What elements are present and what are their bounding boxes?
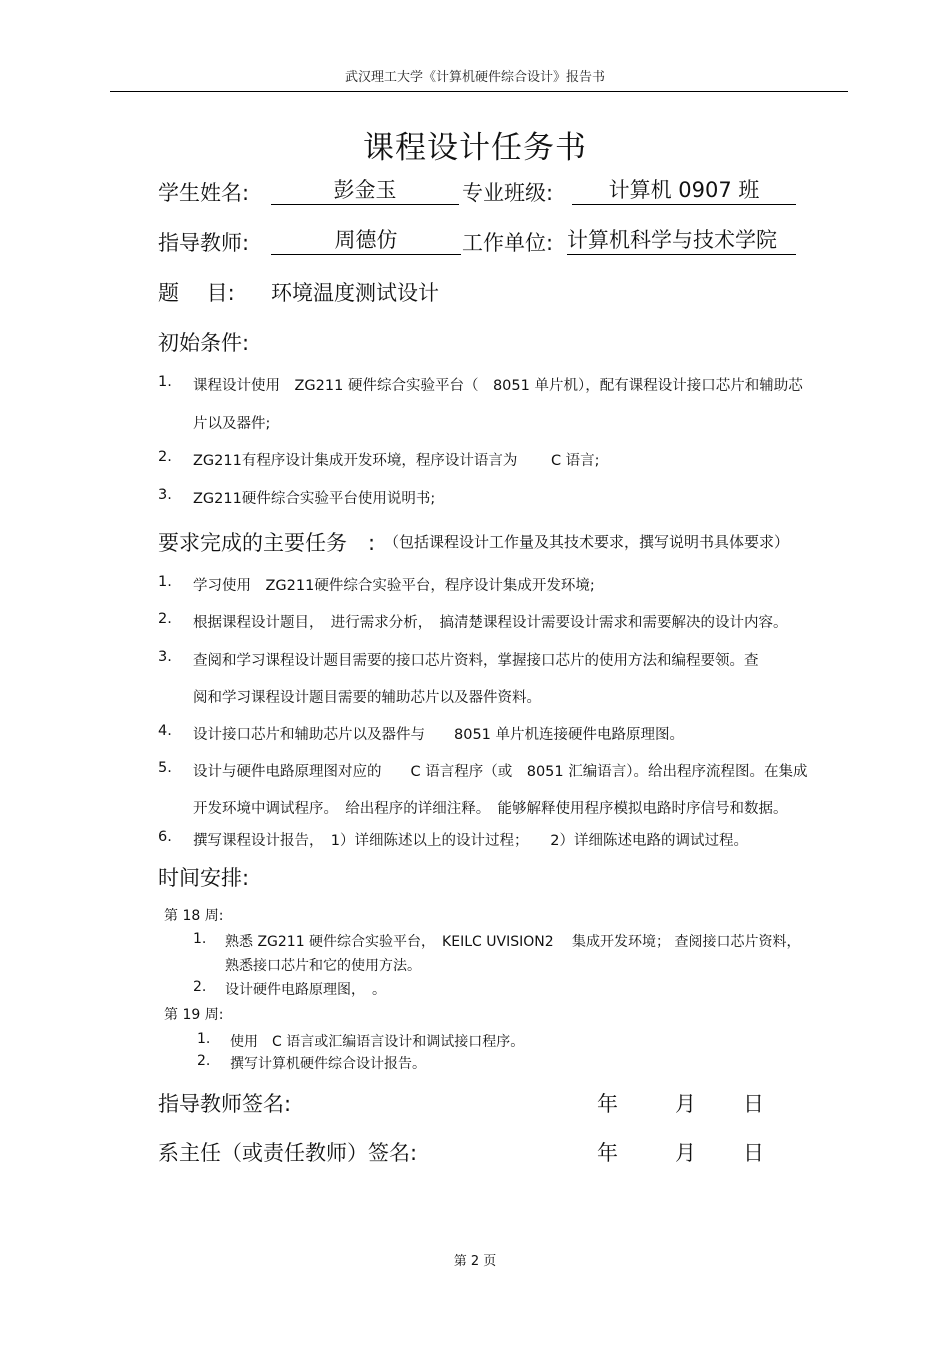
- head-signature-year: 年: [597, 1141, 618, 1165]
- task-text: 学习使用 ZG211硬件综合实验平台，程序设计集成开发环境;: [193, 578, 595, 594]
- week-18-label: 第 18 周:: [164, 908, 224, 924]
- condition-text: ZG211有程序设计集成开发环境，程序设计语言为 C 语言;: [193, 453, 600, 469]
- condition-number: 3.: [158, 487, 172, 503]
- tasks-note: （包括课程设计工作量及其技术要求，撰写说明书具体要求）: [384, 533, 790, 551]
- task-text-cont: 阅和学习课程设计题目需要的辅助芯片以及器件资料。: [193, 690, 541, 706]
- task-text: 查阅和学习课程设计题目需要的接口芯片资料，掌握接口芯片的使用方法和编程要领。查: [193, 653, 759, 669]
- schedule-heading: 时间安排:: [158, 866, 250, 890]
- header-rule: [110, 91, 848, 92]
- condition-text: ZG211硬件综合实验平台使用说明书;: [193, 491, 436, 507]
- condition-number: 1.: [158, 374, 172, 390]
- task-text: 设计与硬件电路原理图对应的 C 语言程序（或 8051 汇编语言）。给出程序流程图。在集成: [193, 764, 808, 780]
- schedule-text-cont: 熟悉接口芯片和它的使用方法。: [225, 958, 421, 974]
- page-title: 课程设计任务书: [363, 130, 587, 166]
- class-label: 专业班级:: [462, 181, 554, 205]
- topic-value: 环境温度测试设计: [271, 281, 439, 305]
- teacher-label: 指导教师:: [158, 231, 250, 255]
- task-text: 根据课程设计题目， 进行需求分析， 搞清楚课程设计需要设计需求和需要解决的设计内容。: [193, 615, 788, 631]
- page-number: 第 2 页: [453, 1254, 497, 1269]
- task-text: 撰写课程设计报告， 1）详细陈述以上的设计过程； 2）详细陈述电路的调试过程。: [193, 833, 748, 849]
- teacher-signature-year: 年: [597, 1092, 618, 1116]
- schedule-number: 2.: [197, 1053, 211, 1069]
- schedule-text: 使用 C 语言或汇编语言设计和调试接口程序。: [230, 1034, 525, 1050]
- week-19-label: 第 19 周:: [164, 1007, 224, 1023]
- task-number: 1.: [158, 574, 172, 590]
- topic-label: 题 目:: [158, 281, 235, 305]
- task-text-cont: 开发环境中调试程序。 给出程序的详细注释。 能够解释使用程序模拟电路时序信号和数据。: [193, 801, 788, 817]
- student-value: 彭金玉: [271, 176, 459, 205]
- task-number: 5.: [158, 760, 172, 776]
- schedule-number: 1.: [193, 931, 207, 947]
- teacher-signature-label: 指导教师签名:: [158, 1092, 292, 1116]
- conditions-heading: 初始条件:: [158, 331, 250, 355]
- condition-text: 课程设计使用 ZG211 硬件综合实验平台（ 8051 单片机），配有课程设计接口芯片和辅助芯: [193, 378, 803, 394]
- condition-text-cont: 片以及器件;: [193, 416, 271, 432]
- head-signature-label: 系主任（或责任教师）签名:: [158, 1141, 418, 1165]
- tasks-heading: 要求完成的主要任务 :: [158, 531, 376, 555]
- task-text: 设计接口芯片和辅助芯片以及器件与 8051 单片机连接硬件电路原理图。: [193, 727, 685, 743]
- schedule-text: 熟悉 ZG211 硬件综合实验平台， KEILC UVISION2 集成开发环境； 查阅接口芯片资料，: [225, 934, 801, 950]
- unit-label: 工作单位:: [462, 231, 554, 255]
- class-value: 计算机 0907 班: [572, 176, 796, 205]
- unit-value: 计算机科学与技术学院: [567, 226, 796, 255]
- teacher-value: 周德仿: [271, 226, 461, 255]
- head-signature-day: 日: [743, 1141, 764, 1165]
- condition-number: 2.: [158, 449, 172, 465]
- schedule-number: 2.: [193, 979, 207, 995]
- task-number: 6.: [158, 829, 172, 845]
- student-label: 学生姓名:: [158, 181, 250, 205]
- teacher-signature-day: 日: [743, 1092, 764, 1116]
- schedule-number: 1.: [197, 1031, 211, 1047]
- page-header: 武汉理工大学《计算机硬件综合设计》报告书: [344, 70, 605, 85]
- head-signature-month: 月: [675, 1141, 696, 1165]
- task-number: 4.: [158, 723, 172, 739]
- teacher-signature-month: 月: [675, 1092, 696, 1116]
- schedule-text: 设计硬件电路原理图， 。: [225, 982, 386, 998]
- schedule-text: 撰写计算机硬件综合设计报告。: [230, 1056, 426, 1072]
- task-number: 2.: [158, 611, 172, 627]
- task-number: 3.: [158, 649, 172, 665]
